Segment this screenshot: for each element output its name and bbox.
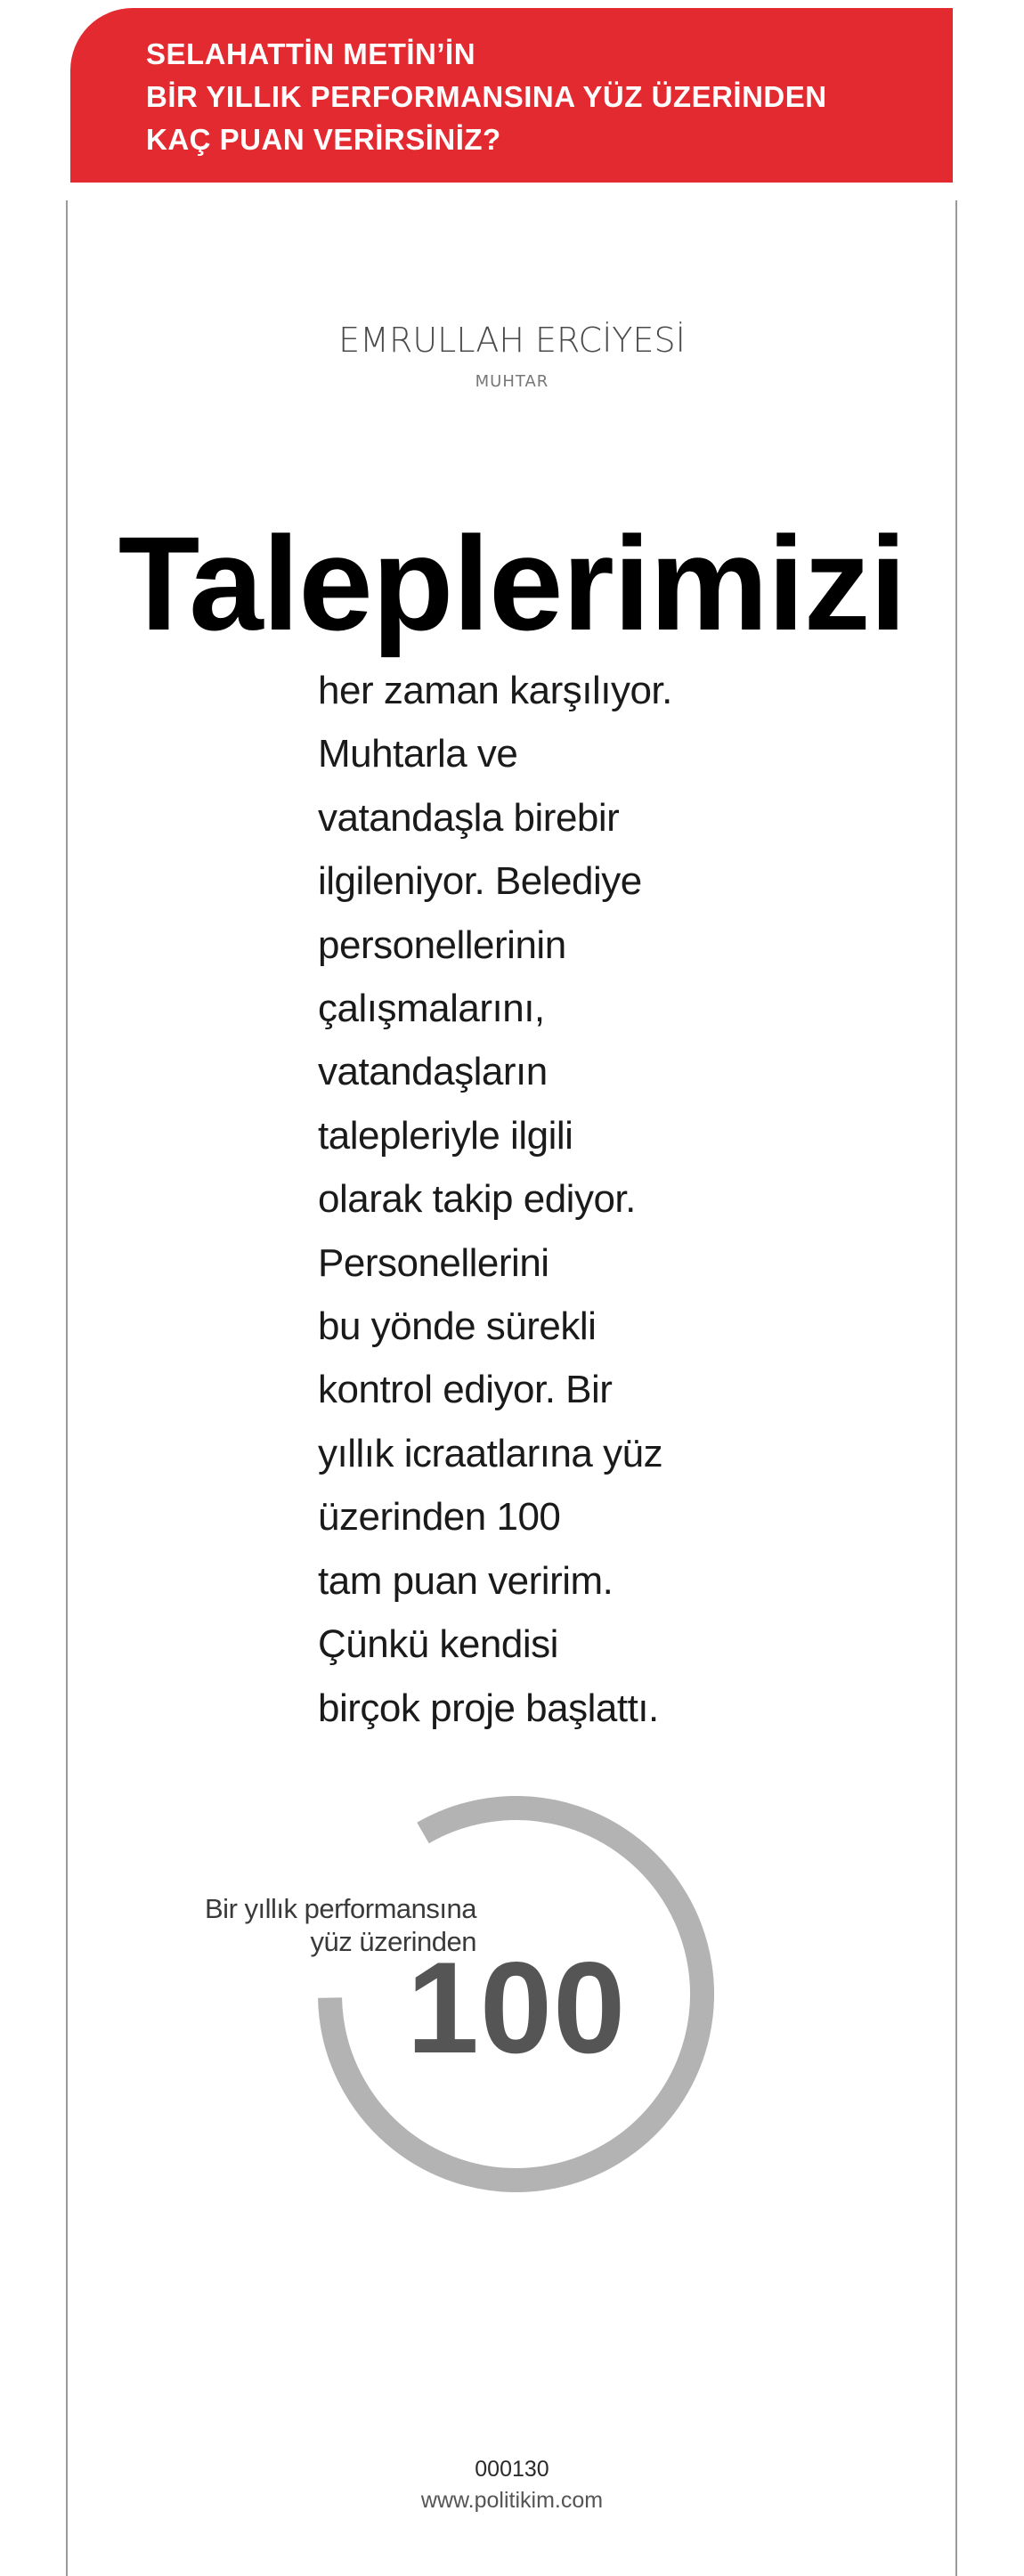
quote-line: tam puan veririm. — [318, 1558, 614, 1603]
question-banner — [70, 8, 953, 183]
banner-line-3: KAÇ PUAN VERİRSİNİZ? — [146, 123, 501, 156]
quote-line: kontrol ediyor. Bir — [318, 1368, 613, 1412]
footer-code: 000130 — [475, 2457, 549, 2482]
quote-line: her zaman karşılıyor. — [318, 669, 672, 712]
quote-line: personellerinin — [318, 922, 566, 967]
person-name: EMRULLAH ERCİYESİ — [338, 321, 686, 360]
quote-line: Muhtarla ve — [318, 732, 518, 776]
person-role: MUHTAR — [475, 372, 549, 391]
banner-line-2: BİR YILLIK PERFORMANSINA YÜZ ÜZERİNDEN — [146, 80, 827, 113]
quote-line: üzerinden 100 — [318, 1495, 561, 1540]
quote-line: vatandaşla birebir — [318, 795, 620, 840]
quote-line: yıllık icraatlarına yüz — [318, 1431, 663, 1475]
quote-body — [318, 659, 817, 1740]
score-label-line-2: yüz üzerinden — [310, 1926, 476, 1957]
quote-line: bu yönde sürekli — [318, 1304, 597, 1349]
quote-line: çalışmalarını, — [318, 987, 545, 1031]
quote-line: olarak takip ediyor. — [318, 1177, 636, 1222]
quote-line: Personellerini — [318, 1240, 549, 1285]
quote-line: birçok proje başlattı. — [318, 1686, 659, 1730]
quote-line: talepleriyle ilgili — [318, 1113, 573, 1158]
quote-line: ilgileniyor. Belediye — [318, 859, 642, 904]
score-label-line-1: Bir yıllık performansına — [205, 1893, 476, 1924]
score-value: 100 — [406, 1935, 627, 2080]
quote-line: Çünkü kendisi — [318, 1622, 558, 1667]
headline: Taleplerimizi — [118, 508, 906, 658]
footer-url: www.politikim.com — [420, 2488, 604, 2513]
quote-line: vatandaşların — [318, 1050, 548, 1094]
banner-line-1: SELAHATTİN METİN’İN — [146, 37, 476, 70]
